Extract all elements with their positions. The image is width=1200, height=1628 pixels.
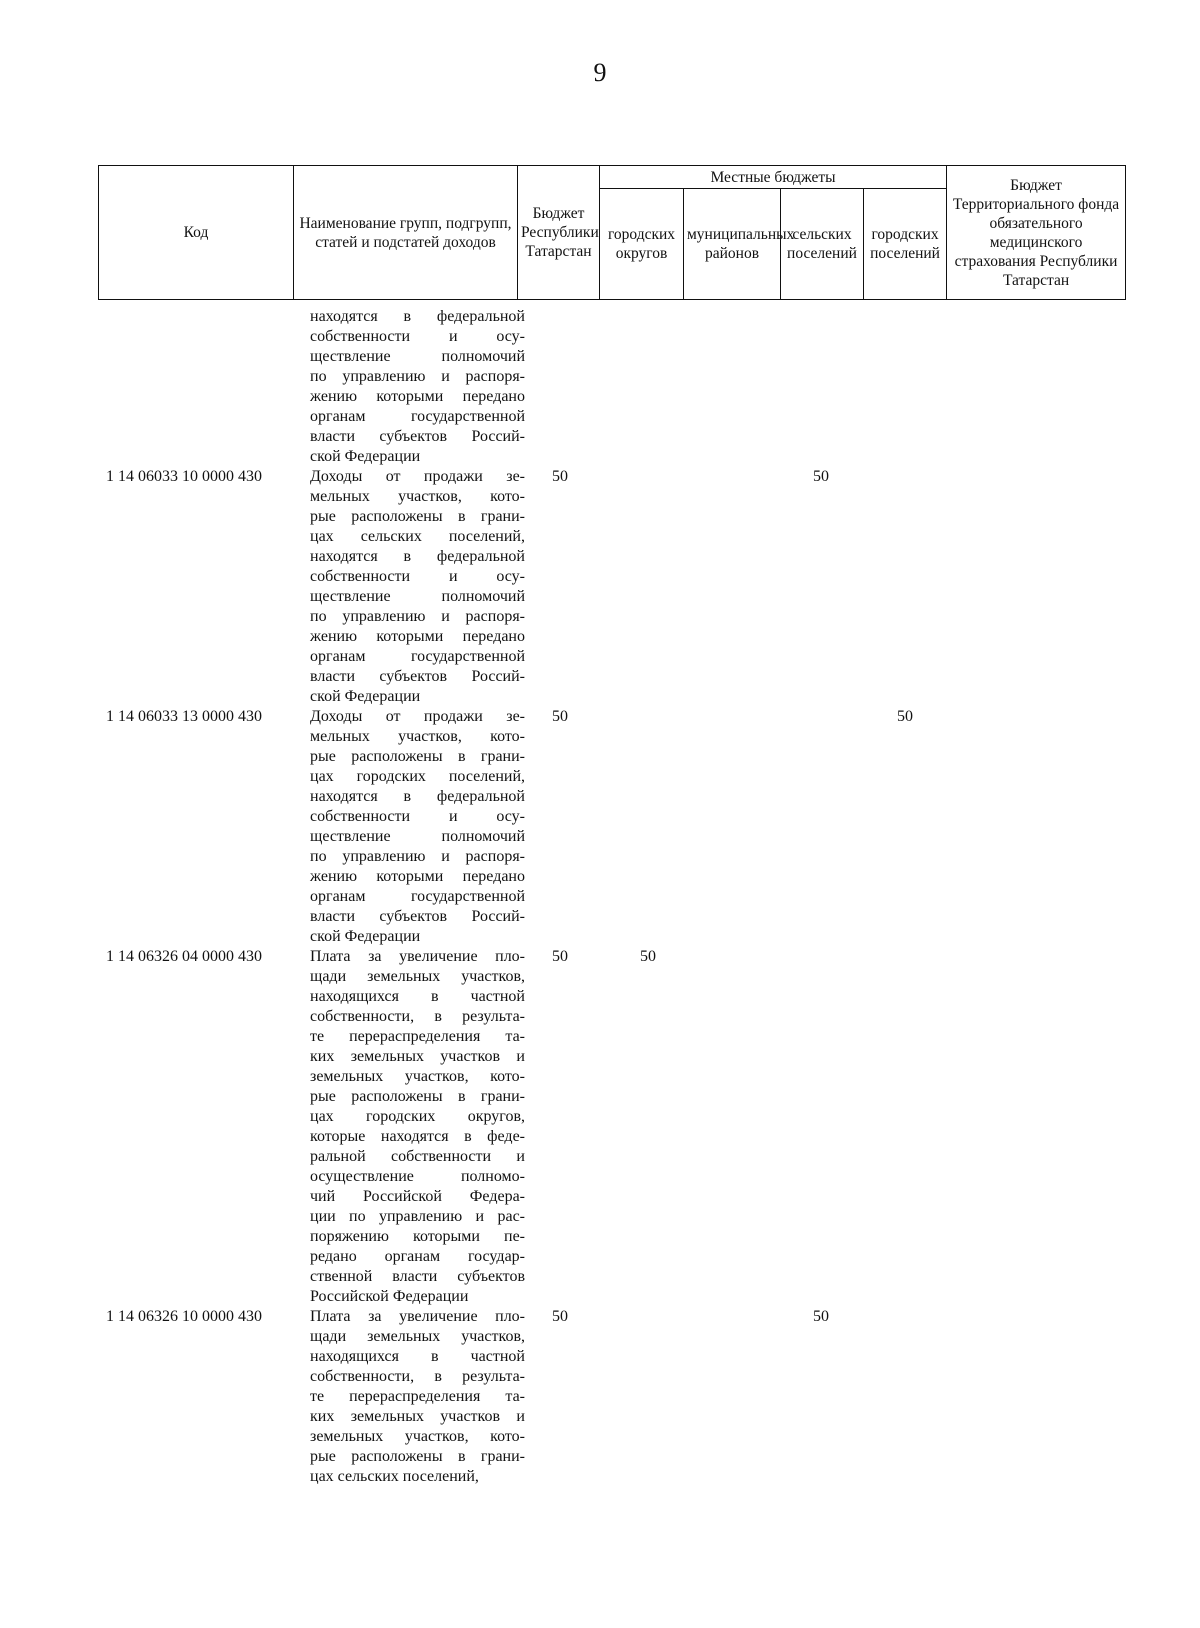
row-name-line: Плата за увеличение пло-	[310, 1308, 525, 1325]
value-republic: 50	[552, 1308, 568, 1325]
row-name-line: ществление полномочий	[310, 588, 525, 605]
table-row	[98, 307, 1125, 467]
row-code: 1 14 06033 10 0000 430	[106, 468, 262, 485]
row-name-line: Доходы от продажи зе-	[310, 708, 525, 725]
row-name-line: собственности и осу-	[310, 328, 525, 345]
row-name-line: осуществление полномо-	[310, 1168, 525, 1185]
header-mhi-fund: Бюджет Территориального фонда обязательного медицинского страхования Республики Татарстан	[947, 166, 1126, 300]
row-name-line: цах сельских поселений,	[310, 1468, 479, 1485]
row-name-line: органам государственной	[310, 648, 525, 665]
table-row	[98, 707, 1125, 947]
row-name-line: поряжению которыми пе-	[310, 1228, 525, 1245]
row-name-line: ской Федерации	[310, 448, 421, 465]
row-name-line: рые расположены в грани-	[310, 1448, 525, 1465]
row-name-line: органам государственной	[310, 888, 525, 905]
row-name-line: находятся в федеральной	[310, 548, 525, 565]
row-name-line: находятся в федеральной	[310, 788, 525, 805]
row-name-line: по управлению и распоря-	[310, 368, 525, 385]
header-municipal-districts: муниципальных районов	[684, 189, 781, 300]
row-name-line: редано органам государ-	[310, 1248, 525, 1265]
row-code: 1 14 06326 04 0000 430	[106, 948, 262, 965]
row-name-line: ких земельных участков и	[310, 1408, 525, 1425]
value-city-districts: 50	[640, 948, 656, 965]
row-name-line: земельных участков, кото-	[310, 1068, 525, 1085]
row-name-line: власти субъектов Россий-	[310, 668, 525, 685]
row-name	[310, 467, 525, 707]
row-name-line: собственности, в результа-	[310, 1368, 525, 1385]
row-name-line: щади земельных участков,	[310, 1328, 525, 1345]
row-name-line: мельных участков, кото-	[310, 488, 525, 505]
row-name-line: которые находятся в феде-	[310, 1128, 525, 1145]
row-name-line: жению которыми передано	[310, 628, 525, 645]
row-name-line: находящихся в частной	[310, 988, 525, 1005]
header-code: Код	[99, 166, 294, 300]
header-republic-budget: Бюджет Республики Татарстан	[518, 166, 600, 300]
row-name-line: ции по управлению и рас-	[310, 1208, 525, 1225]
row-name-line: рые расположены в грани-	[310, 508, 525, 525]
row-code: 1 14 06033 13 0000 430	[106, 708, 262, 725]
row-name-line: жению которыми передано	[310, 388, 525, 405]
row-name-line: ской Федерации	[310, 928, 421, 945]
row-name-line: по управлению и распоря-	[310, 848, 525, 865]
row-name-line: рые расположены в грани-	[310, 748, 525, 765]
row-name-line: ществление полномочий	[310, 348, 525, 365]
row-name-line: власти субъектов Россий-	[310, 908, 525, 925]
table-row	[98, 947, 1125, 1307]
row-name-line: органам государственной	[310, 408, 525, 425]
row-name	[310, 947, 525, 1307]
row-name-line: ственной власти субъектов	[310, 1268, 525, 1285]
table-row	[98, 1307, 1125, 1487]
table-row	[98, 467, 1125, 707]
row-name-line: собственности и осу-	[310, 808, 525, 825]
row-name-line: те перераспределения та-	[310, 1388, 525, 1405]
value-urban-settlements: 50	[897, 708, 913, 725]
row-name-line: ществление полномочий	[310, 828, 525, 845]
value-republic: 50	[552, 948, 568, 965]
row-name-line: ской Федерации	[310, 688, 421, 705]
value-rural-settlements: 50	[813, 468, 829, 485]
row-name-line: находящихся в частной	[310, 1348, 525, 1365]
value-rural-settlements: 50	[813, 1308, 829, 1325]
row-name-line: цах городских округов,	[310, 1108, 525, 1125]
row-name-line: Плата за увеличение пло-	[310, 948, 525, 965]
row-name-line: собственности и осу-	[310, 568, 525, 585]
row-name-line: рые расположены в грани-	[310, 1088, 525, 1105]
header-urban-settlements: городских поселений	[864, 189, 947, 300]
row-name-line: находятся в федеральной	[310, 308, 525, 325]
row-name	[310, 1307, 525, 1487]
row-name-line: власти субъектов Россий-	[310, 428, 525, 445]
row-name-line: по управлению и распоря-	[310, 608, 525, 625]
header-rural-settlements: сельских поселений	[781, 189, 864, 300]
row-name-line: ких земельных участков и	[310, 1048, 525, 1065]
value-republic: 50	[552, 468, 568, 485]
row-name	[310, 707, 525, 947]
row-name-line: те перераспределения та-	[310, 1028, 525, 1045]
row-code: 1 14 06326 10 0000 430	[106, 1308, 262, 1325]
row-name-line: цах сельских поселений,	[310, 528, 525, 545]
row-name-line: ральной собственности и	[310, 1148, 525, 1165]
row-name-line: чий Российской Федера-	[310, 1188, 525, 1205]
row-name-line: собственности, в результа-	[310, 1008, 525, 1025]
row-name-line: Российской Федерации	[310, 1288, 469, 1305]
header-name: Наименование групп, подгрупп, статей и подстатей доходов	[294, 166, 518, 300]
row-name-line: мельных участков, кото-	[310, 728, 525, 745]
row-name	[310, 307, 525, 467]
row-name-line: жению которыми передано	[310, 868, 525, 885]
table-body	[98, 307, 1125, 1487]
header-city-districts: городских округов	[600, 189, 684, 300]
row-name-line: земельных участков, кото-	[310, 1428, 525, 1445]
value-republic: 50	[552, 708, 568, 725]
header-local-budgets: Местные бюджеты	[600, 166, 947, 189]
row-name-line: цах городских поселений,	[310, 768, 525, 785]
row-name-line: щади земельных участков,	[310, 968, 525, 985]
row-name-line: Доходы от продажи зе-	[310, 468, 525, 485]
table-header	[98, 165, 1126, 300]
page-number: 9	[593, 58, 607, 87]
